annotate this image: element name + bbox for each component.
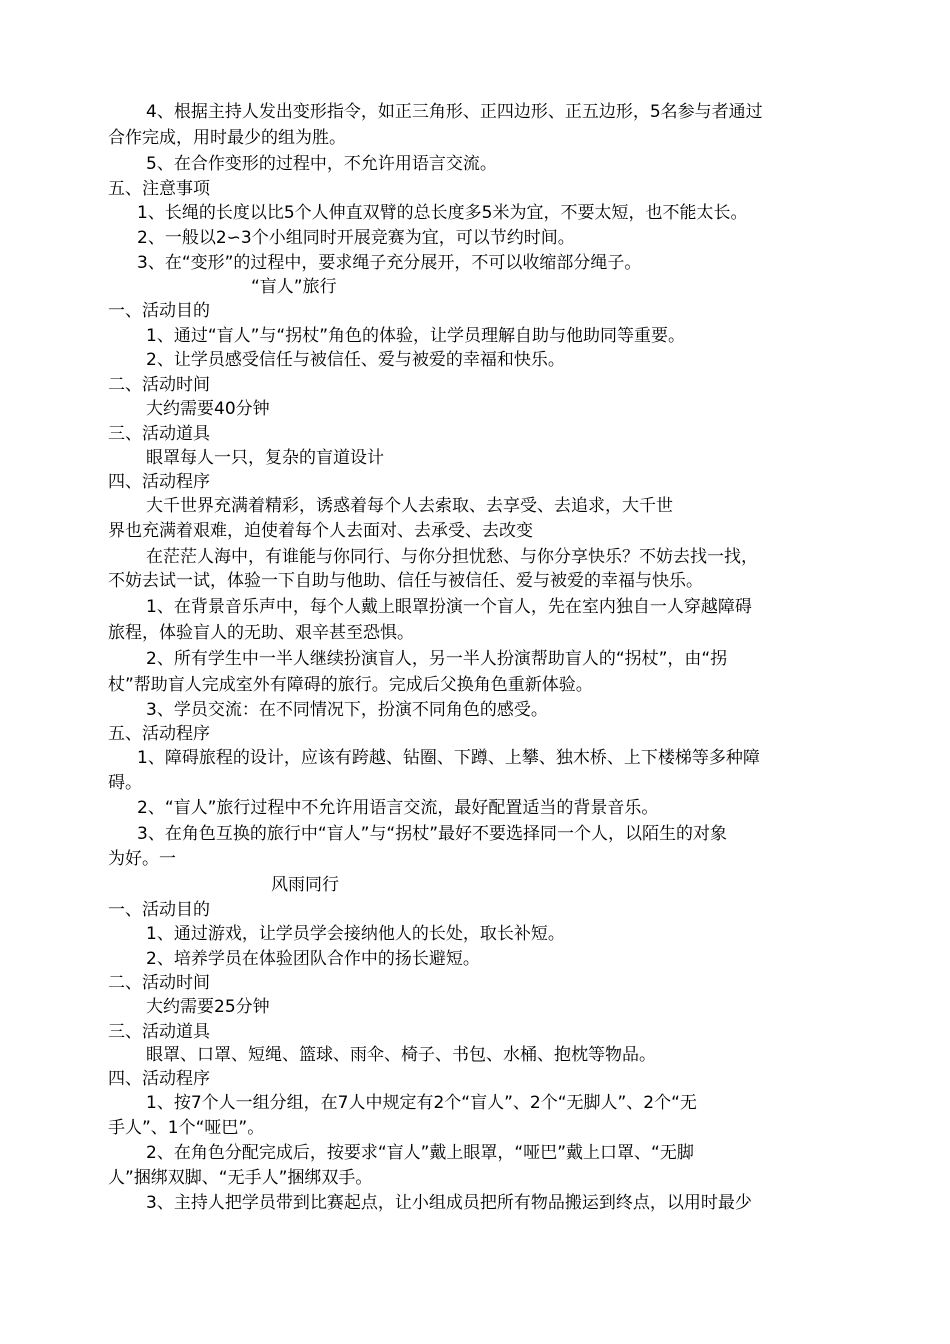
text-line: 1、按7个人一组分组，在7人中规定有2个“盲人”、2个“无脚人”、2个“无 [146,1093,697,1113]
text-line: 大千世界充满着精彩，诱惑着每个人去索取、去享受、去追求，大千世 [146,496,673,516]
text-line: 旅程，体验盲人的无助、艰辛甚至恐惧。 [108,623,414,643]
text-line: 3、主持人把学员带到比赛起点，让小组成员把所有物品搬运到终点，以用时最少 [146,1193,752,1213]
section-heading: 二、活动时间 [108,973,210,993]
text-line: 1、通过游戏，让学员学会接纳他人的长处，取长补短。 [146,924,565,944]
section-heading: 四、活动程序 [108,472,210,492]
text-line: 大约需要40分钟 [146,399,270,419]
text-line: 3、学员交流：在不同情况下，扮演不同角色的感受。 [146,700,548,720]
text-line: 2、在角色分配完成后，按要求“盲人”戴上眼罩，“哑巴”戴上口罩、“无脚 [146,1143,694,1163]
text-line: 2、一般以2∽3个小组同时开展竞赛为宜，可以节约时间。 [137,228,575,248]
text-line: 眼罩每人一只，复杂的盲道设计 [146,448,384,468]
section-heading: 三、活动道具 [108,1022,210,1042]
text-line: 4、根据主持人发出变形指令，如正三角形、正四边形、正五边形，5名参与者通过 [146,102,763,122]
text-line: 3、在“变形”的过程中，要求绳子充分展开，不可以收缩部分绳子。 [137,253,642,273]
text-line: 3、在角色互换的旅行中“盲人”与“拐杖”最好不要选择同一个人，以陌生的对象 [137,824,728,844]
text-line: 5、在合作变形的过程中，不允许用语言交流。 [146,154,497,174]
text-line: 2、培养学员在体验团队合作中的扬长避短。 [146,949,480,969]
text-line: 为好。一 [108,849,176,869]
text-line: 合作完成，用时最少的组为胜。 [108,128,346,148]
text-line: 眼罩、口罩、短绳、篮球、雨伞、椅子、书包、水桶、抱枕等物品。 [146,1045,656,1065]
text-line: 1、长绳的长度以比5个人伸直双臂的总长度多5米为宜，不要太短，也不能太长。 [137,203,748,223]
section-heading: 五、注意事项 [108,179,210,199]
section-heading: 四、活动程序 [108,1069,210,1089]
activity-title: “盲人”旅行 [251,277,337,297]
text-line: 2、所有学生中一半人继续扮演盲人，另一半人扮演帮助盲人的“拐杖”，由“拐 [146,649,728,669]
text-line: 人”捆绑双脚、“无手人”捆绑双手。 [108,1168,373,1188]
text-line: 1、在背景音乐声中，每个人戴上眼罩扮演一个盲人，先在室内独自一人穿越障碍 [146,597,752,617]
section-heading: 五、活动程序 [108,724,210,744]
text-line: 杖”帮助盲人完成室外有障碍的旅行。完成后父换角色重新体验。 [108,675,593,695]
text-line: 界也充满着艰难，迫使着每个人去面对、去承受、去改变 [108,521,533,541]
text-line: 碍。 [108,773,142,793]
section-heading: 一、活动目的 [108,900,210,920]
section-heading: 一、活动目的 [108,301,210,321]
text-line: 不妨去试一试，体验一下自助与他助、信任与被信任、爱与被爱的幸福与快乐。 [108,571,703,591]
text-line: 2、“盲人”旅行过程中不允许用语言交流，最好配置适当的背景音乐。 [137,798,659,818]
text-line: 1、障碍旅程的设计，应该有跨越、钻圈、下蹲、上攀、独木桥、上下楼梯等多种障 [137,748,760,768]
text-line: 2、让学员感受信任与被信任、爱与被爱的幸福和快乐。 [146,350,565,370]
text-line: 手人”、1个“哑巴”。 [108,1118,265,1138]
section-heading: 二、活动时间 [108,375,210,395]
text-line: 大约需要25分钟 [146,997,270,1017]
text-line: 1、通过“盲人”与“拐杖”角色的体验，让学员理解自助与他助同等重要。 [146,326,686,346]
text-line: 在茫茫人海中，有谁能与你同行、与你分担忧愁、与你分享快乐？不妨去找一找， [146,547,758,567]
section-heading: 三、活动道具 [108,424,210,444]
activity-title: 风雨同行 [271,875,339,895]
